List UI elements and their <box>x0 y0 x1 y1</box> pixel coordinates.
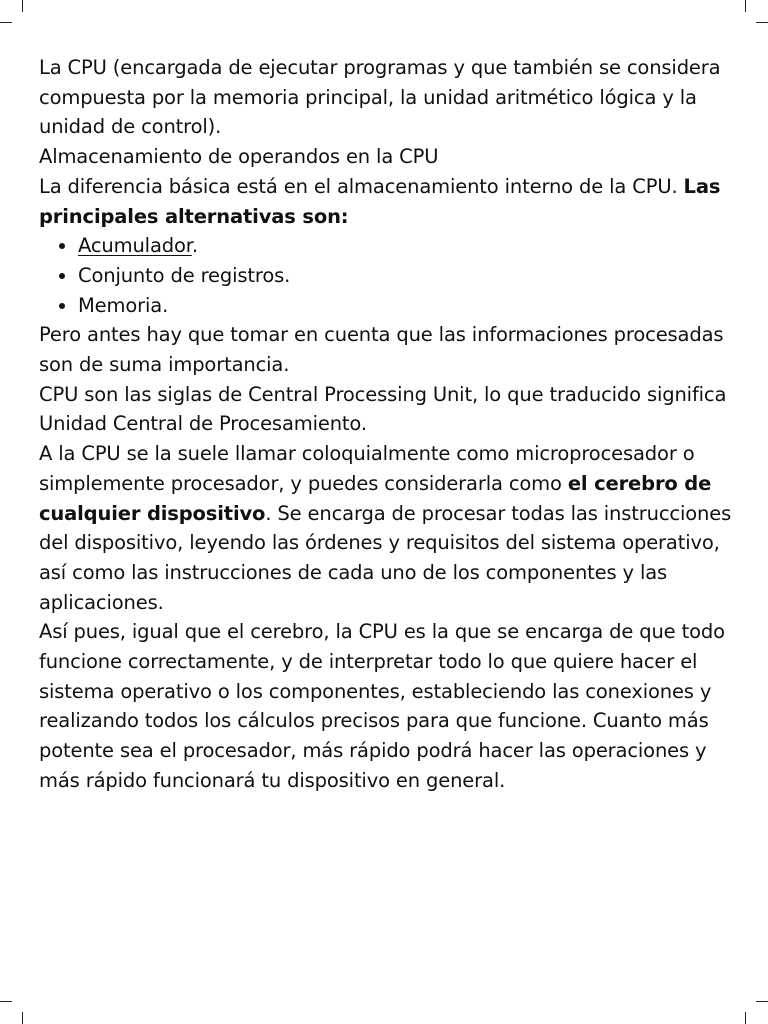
accumulator-suffix: . <box>191 234 198 258</box>
alternatives-list <box>39 231 739 320</box>
alternatives-intro: La diferencia básica está en el almacenamiento interno de la CPU. <box>39 174 684 198</box>
paragraph-conclusion: Así pues, igual que el cerebro, la CPU es la que se encarga de que todo funcione correctamente, y de interpretar todo lo que quiere hacer el sistema operativo o los componentes, estableciendo las conexiones y realizando todos los cálculos precisos para que funcione. Cuanto más potente sea el procesador, más rápido podrá hacer las operaciones y más rápido funcionará tu dispositivo en general. <box>39 620 725 792</box>
paragraph-alternatives <box>39 172 739 231</box>
paragraph-operand-storage: Almacenamiento de operandos en la CPU <box>39 145 439 169</box>
brain-bold: el cerebro de cualquier dispositivo <box>39 471 712 525</box>
alternatives-bold: Las principales alternativas son: <box>39 174 721 228</box>
crop-mark-bottom-right-v <box>745 1012 746 1024</box>
paragraph-importance: Pero antes hay que tomar en cuenta que las informaciones procesadas son de suma importancia. <box>39 323 724 377</box>
crop-mark-bottom-left-h <box>0 1001 12 1002</box>
crop-mark-bottom-right-h <box>756 1001 768 1002</box>
paragraph-acronym: CPU son las siglas de Central Processing Unit, lo que traducido significa Unidad Central de Procesamiento. <box>39 382 727 436</box>
brain-start: A la CPU se la suele llamar coloquialmente como microprocesador o simplemente procesador, y puedes considerarla como <box>39 442 695 495</box>
list-item-accumulator <box>78 231 739 261</box>
crop-mark-top-left-v <box>22 0 23 12</box>
paragraph-brain <box>39 439 739 617</box>
list-item-memory: • Memoria. <box>78 291 739 321</box>
crop-mark-top-left-h <box>0 22 12 23</box>
brain-end: . Se encarga de procesar todas las instrucciones del dispositivo, leyendo las órdenes y requisitos del sistema operativo, así como las instrucciones de cada uno de los componentes y las aplicaciones. <box>39 501 732 614</box>
accumulator-link[interactable]: Acumulador <box>78 234 192 258</box>
crop-mark-top-right-h <box>756 22 768 23</box>
list-item-registers: • Conjunto de registros. <box>78 261 739 291</box>
crop-mark-bottom-left-v <box>22 1012 23 1024</box>
crop-mark-top-right-v <box>745 0 746 12</box>
document-body <box>39 53 739 796</box>
paragraph-cpu-definition: La CPU (encargada de ejecutar programas y que también se considera compuesta por la memoria principal, la unidad aritmético lógica y la unidad de control). <box>39 56 721 139</box>
